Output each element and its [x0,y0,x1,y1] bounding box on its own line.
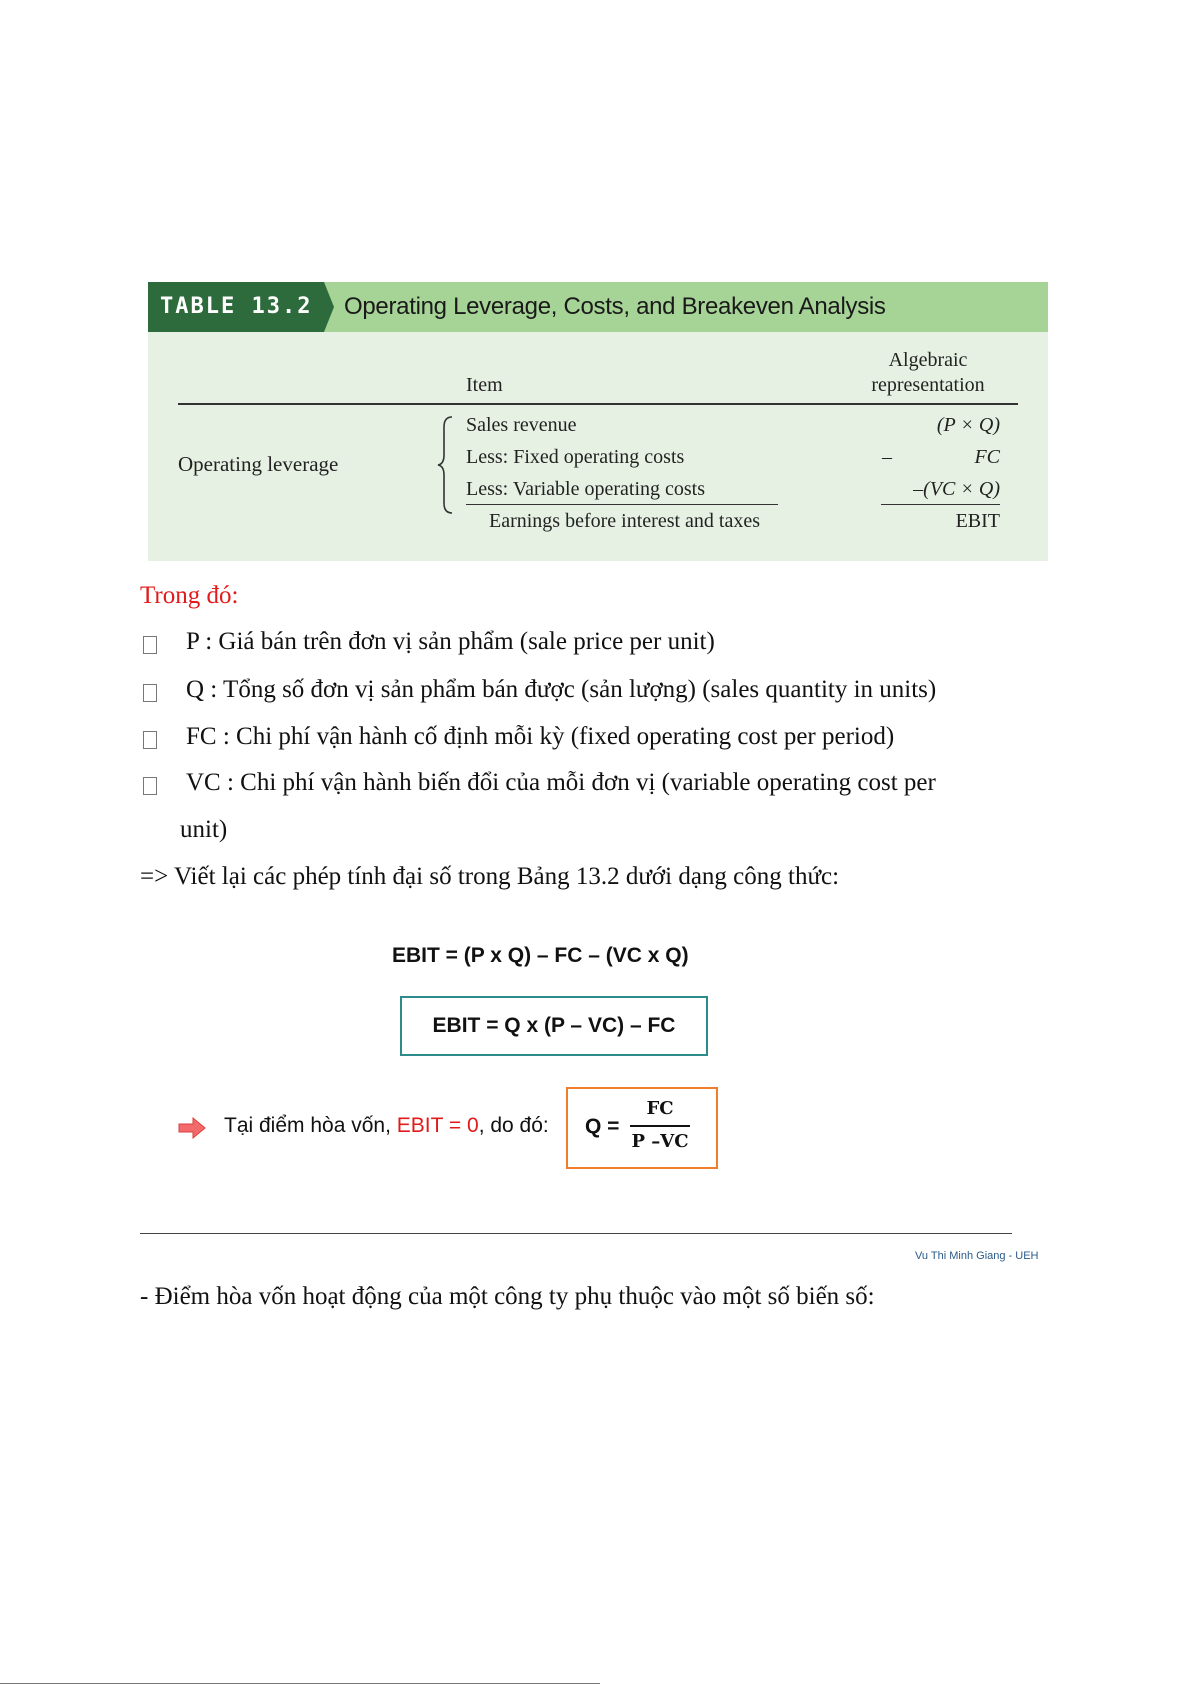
curly-brace-icon [436,415,456,515]
legend-item: P : Giá bán trên đơn vị sản phẩm (sale price per unit) [186,628,715,655]
rewrite-sentence: => Viết lại các phép tính đại số trong Bảng 13.2 dưới dạng công thức: [140,863,840,890]
slide-author: Vu Thi Minh Giang - UEH [915,1250,1039,1262]
header-rule [178,403,1018,405]
table-label: TABLE 13.2 [148,282,324,332]
right-arrow-icon [178,1117,206,1139]
formula-ebit-expanded: EBIT = (P x Q) – FC – (VC x Q) [392,944,689,967]
column-header-item: Item [466,374,503,396]
row-item: Earnings before interest and taxes [489,510,761,532]
row-item: Sales revenue [466,414,577,436]
table-title: Operating Leverage, Costs, and Breakeven Analysis [344,293,886,320]
bullet-box-icon [143,777,157,795]
table-label-arrow [324,282,334,332]
formula-q-denominator: P –VC [631,1131,689,1152]
column-header-algebraic: Algebraic [888,349,968,371]
fraction-bar [630,1125,690,1127]
bullet-box-icon [143,636,157,654]
section-divider [140,1233,1012,1234]
formula-q-numerator: FC [646,1098,674,1119]
formula-q-lhs: Q = [585,1115,620,1138]
closing-sentence: - Điểm hòa vốn hoạt động của một công ty phụ thuộc vào một số biến số: [140,1283,875,1310]
row-alg-sign: – [882,446,892,468]
legend-item: VC : Chi phí vận hành biến đổi của mỗi đơn vị (variable operating cost per [186,769,936,796]
legend-item-continuation: unit) [180,816,228,843]
legend-item: FC : Chi phí vận hành cố định mỗi kỳ (fixed operating cost per period) [186,723,895,750]
row-alg: (P × Q) [936,414,1000,436]
row-group-label: Operating leverage [178,452,339,476]
footer-rule [0,1683,600,1684]
row-item: Less: Fixed operating costs [466,446,685,468]
legend-heading: Trong đó: [140,582,239,609]
formula-ebit-factored: EBIT = Q x (P – VC) – FC [432,1014,676,1037]
column-header-representation: representation [871,374,985,396]
legend-item: Q : Tổng số đơn vị sản phẩm bán được (sản lượng) (sales quantity in units) [186,676,937,703]
bullet-box-icon [143,684,157,702]
subtotal-rule-item [466,504,778,505]
row-item: Less: Variable operating costs [466,478,706,500]
row-alg: FC [974,446,1000,468]
row-alg: EBIT [955,510,1000,532]
breakeven-note: Tại điểm hòa vốn, EBIT = 0, do đó: [224,1114,549,1137]
table-13-2 [148,282,1048,561]
subtotal-rule-alg [881,504,1000,505]
row-alg: –(VC × Q) [913,478,1000,500]
bullet-box-icon [143,731,157,749]
ebit-zero: EBIT = 0 [396,1114,479,1137]
